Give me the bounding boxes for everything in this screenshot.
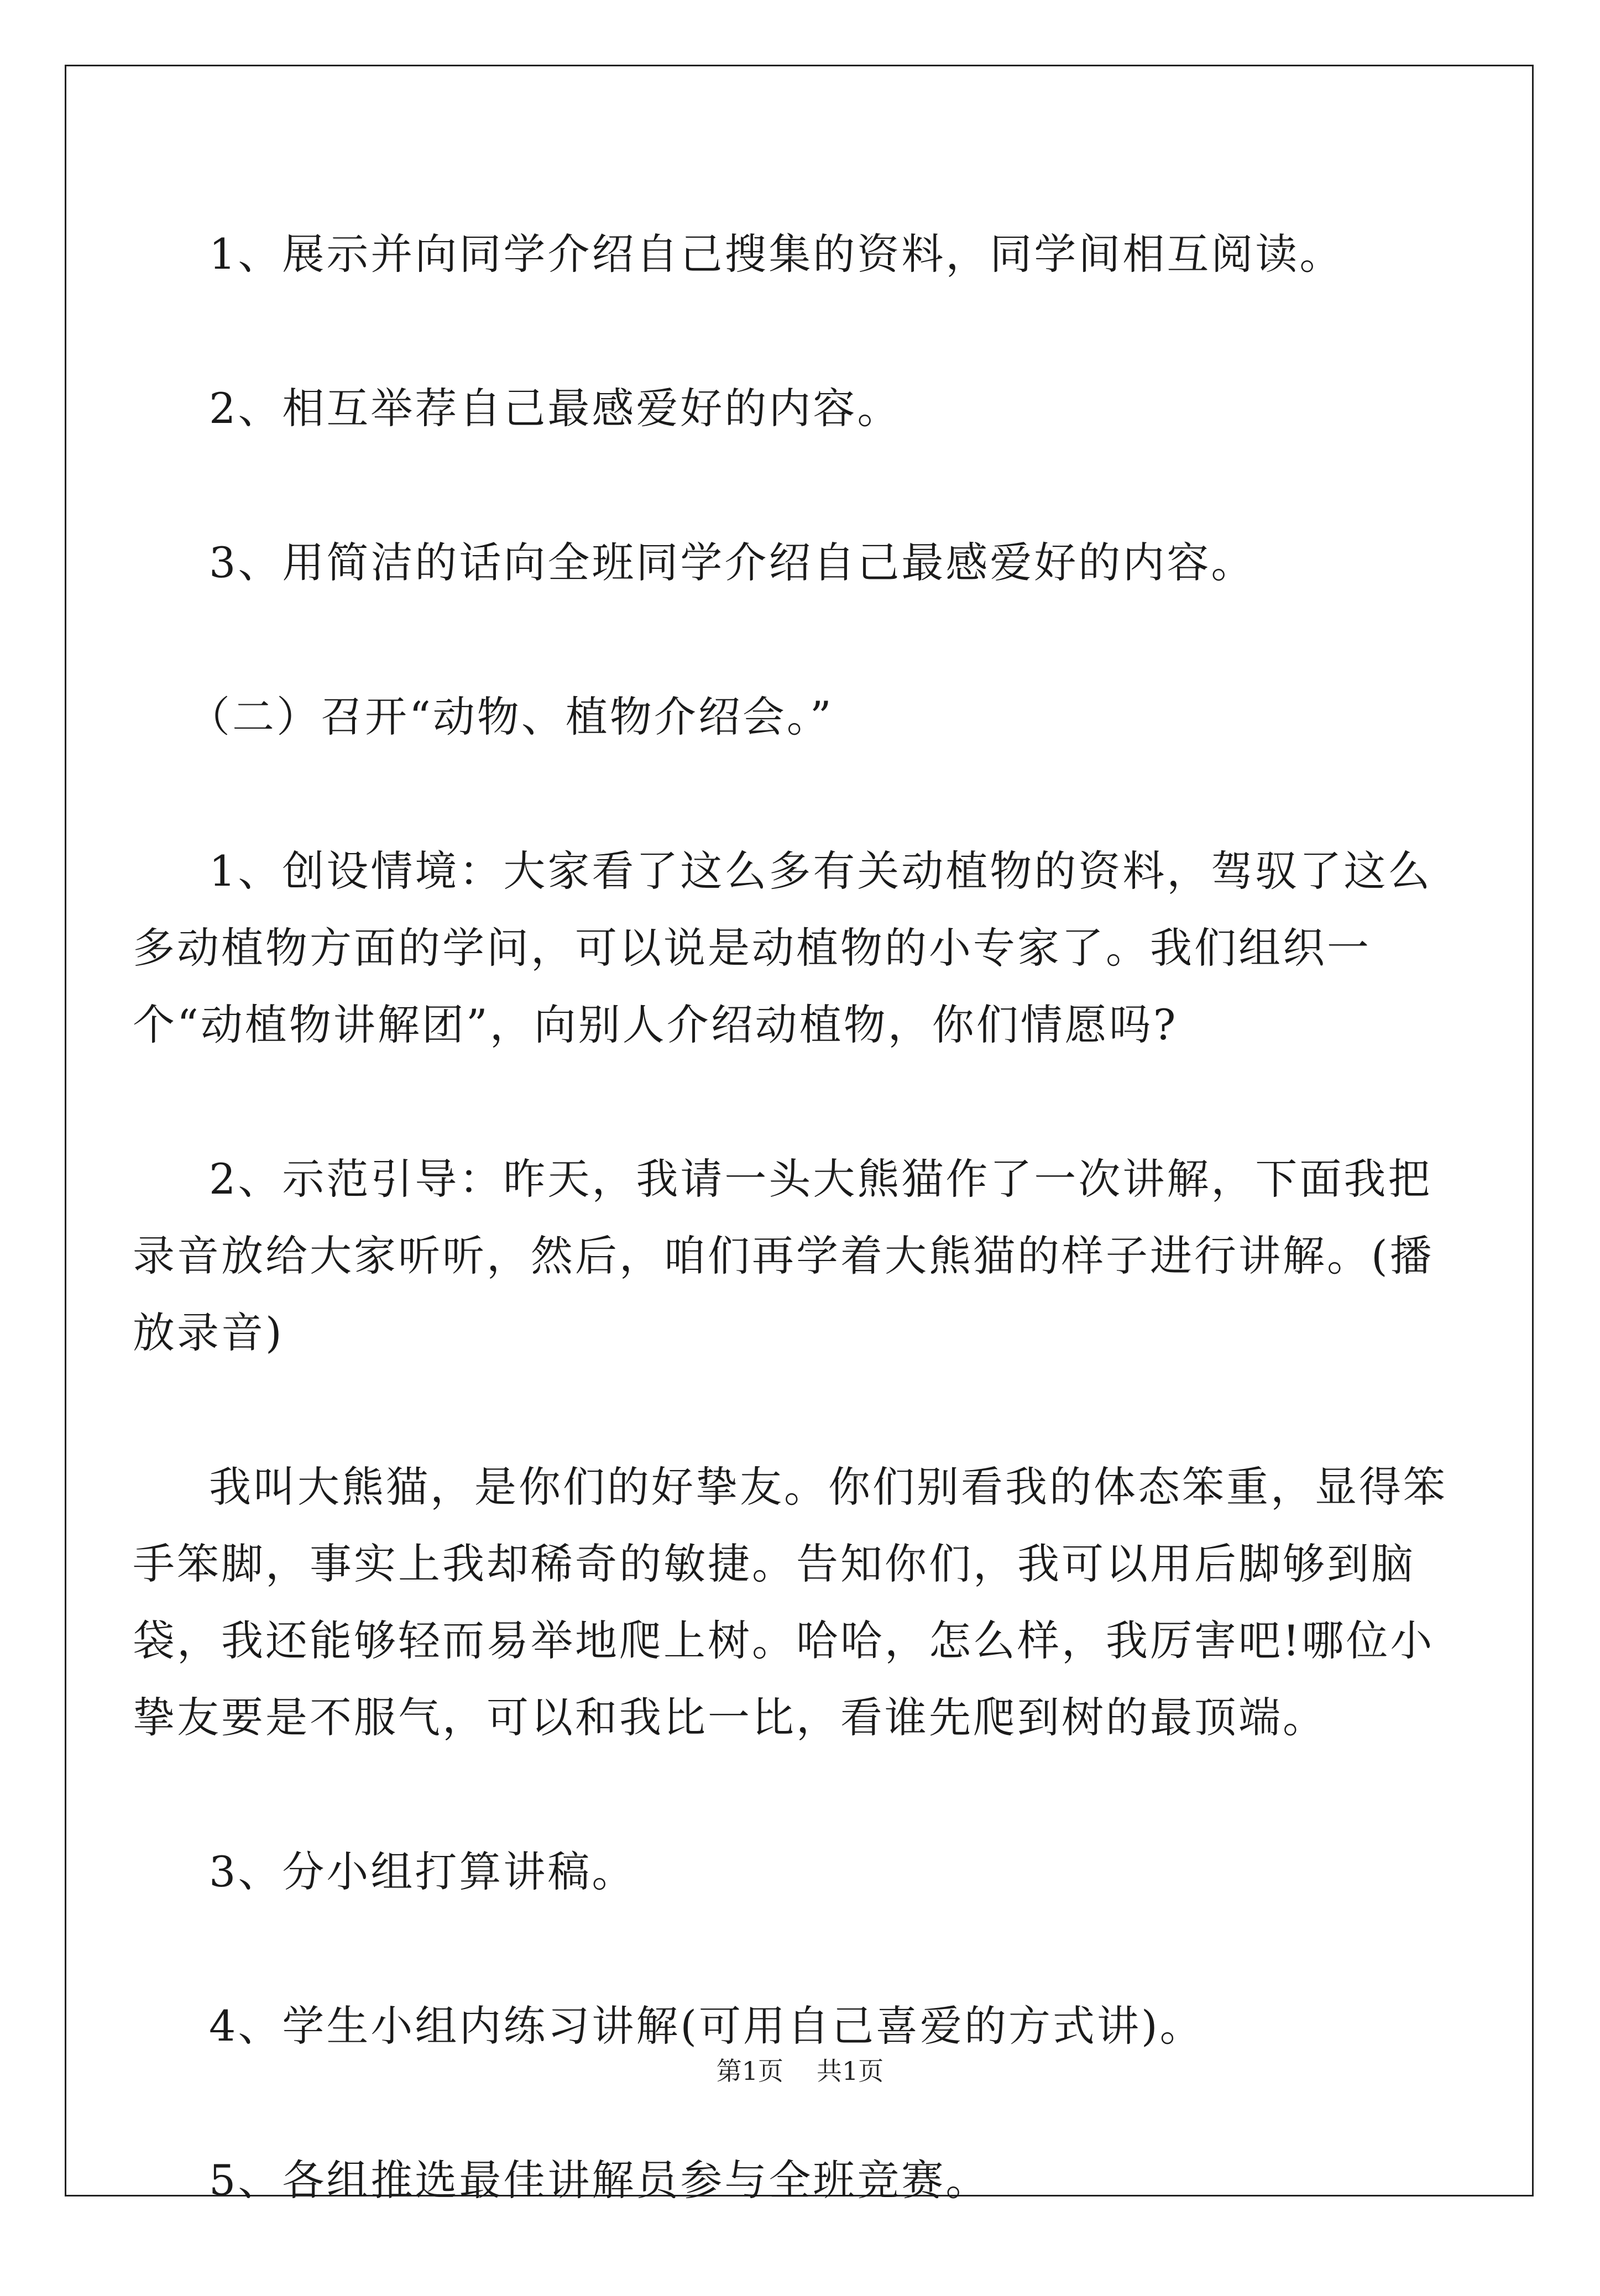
paragraph-2: 2、相互举荐自己最感爱好的内容。 bbox=[209, 384, 902, 433]
document-body bbox=[133, 216, 1460, 2296]
paragraph-7: 3、分小组打算讲稿。 bbox=[209, 1847, 636, 1896]
section-heading: （二）召开“动物、植物介绍会。” bbox=[188, 692, 834, 741]
paragraph-9: 5、各组推选最佳讲解员参与全班竞赛。 bbox=[209, 2156, 990, 2205]
page-total: 共1页 bbox=[817, 2056, 884, 2086]
page-number: 第1页 bbox=[716, 2056, 783, 2086]
paragraph-6: 我叫大熊猫，是你们的好挚友。你们别看我的体态笨重，显得笨手笨脚，事实上我却稀奇的敏捷。告知你们，我可以用后脚够到脑袋，我还能够轻而易举地爬上树。哈哈，怎么样，我厉害吧!哪位小挚友要是不服气，可以和我比一比，看谁先爬到树的最顶端。 bbox=[133, 1462, 1447, 1742]
paragraph-3: 3、用简洁的话向全班同学介绍自己最感爱好的内容。 bbox=[209, 538, 1256, 587]
paragraph-4: 1、创设情境：大家看了这么多有关动植物的资料，驾驭了这么多动植物方面的学问，可以说是动植物的小专家了。我们组织一个“动植物讲解团”，向别人介绍动植物，你们情愿吗? bbox=[133, 846, 1432, 1049]
page-footer bbox=[0, 2051, 1600, 2088]
paragraph-1: 1、展示并向同学介绍自己搜集的资料，同学间相互阅读。 bbox=[209, 229, 1344, 279]
paragraph-8: 4、学生小组内练习讲解(可用自己喜爱的方式讲)。 bbox=[209, 2001, 1204, 2051]
paragraph-5: 2、示范引导：昨天，我请一头大熊猫作了一次讲解，下面我把录音放给大家听听，然后，咱们再学着大熊猫的样子进行讲解。(播放录音) bbox=[133, 1154, 1434, 1357]
